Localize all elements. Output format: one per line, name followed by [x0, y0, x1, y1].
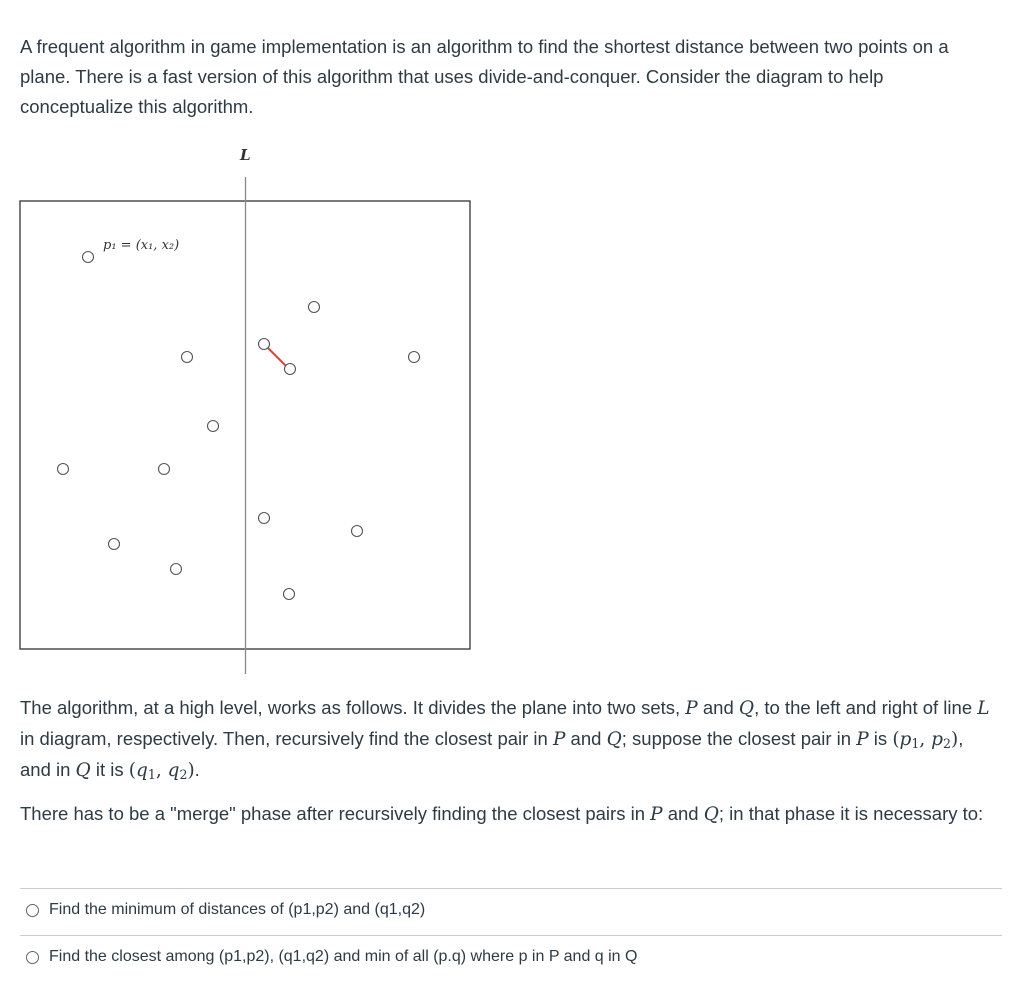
- divider: [20, 935, 1002, 936]
- point: [285, 364, 296, 375]
- point: [309, 302, 320, 313]
- point: [409, 352, 420, 363]
- point-p1-label: p₁ = (x₁, x₂): [103, 238, 180, 253]
- point: [284, 589, 295, 600]
- point: [259, 513, 270, 524]
- answer-option-2[interactable]: [26, 948, 637, 966]
- point: [352, 526, 363, 537]
- algorithm-description: The algorithm, at a high level, works as follows. It divides the plane into two sets, P and Q, to the left and right of line L in diagram, respectively. Then, recursively find the closest pair in P and Q; suppose the closest pair in P is ($p_1$, $p_2$), and in Q it is ($q_1$, $q_2$).: [20, 697, 990, 783]
- radio-button[interactable]: [26, 951, 39, 964]
- point: [159, 464, 170, 475]
- line-label-L: L: [240, 146, 251, 164]
- closest-pair-diagram: [0, 140, 500, 680]
- divider: [20, 888, 1002, 889]
- point: [83, 252, 94, 263]
- radio-button[interactable]: [26, 904, 39, 917]
- point: [109, 539, 120, 550]
- point: [58, 464, 69, 475]
- point: [208, 421, 219, 432]
- merge-question: There has to be a "merge" phase after recursively finding the closest pairs in P and Q; in that phase it is necessary to:: [20, 803, 984, 825]
- point: [171, 564, 182, 575]
- intro-paragraph: A frequent algorithm in game implementation is an algorithm to find the shortest distance between two points on a plane. There is a fast version of this algorithm that uses divide-and-conquer. Consider the diagram to help conceptualize this algorithm.: [20, 36, 949, 117]
- answer-option-label: Find the closest among (p1,p2), (q1,q2) and min of all (p.q) where p in P and q in Q: [49, 948, 638, 965]
- answer-option-label: Find the minimum of distances of (p1,p2) and (q1,q2): [49, 901, 426, 918]
- point: [182, 352, 193, 363]
- answer-option-1[interactable]: [26, 901, 425, 919]
- point: [259, 339, 270, 350]
